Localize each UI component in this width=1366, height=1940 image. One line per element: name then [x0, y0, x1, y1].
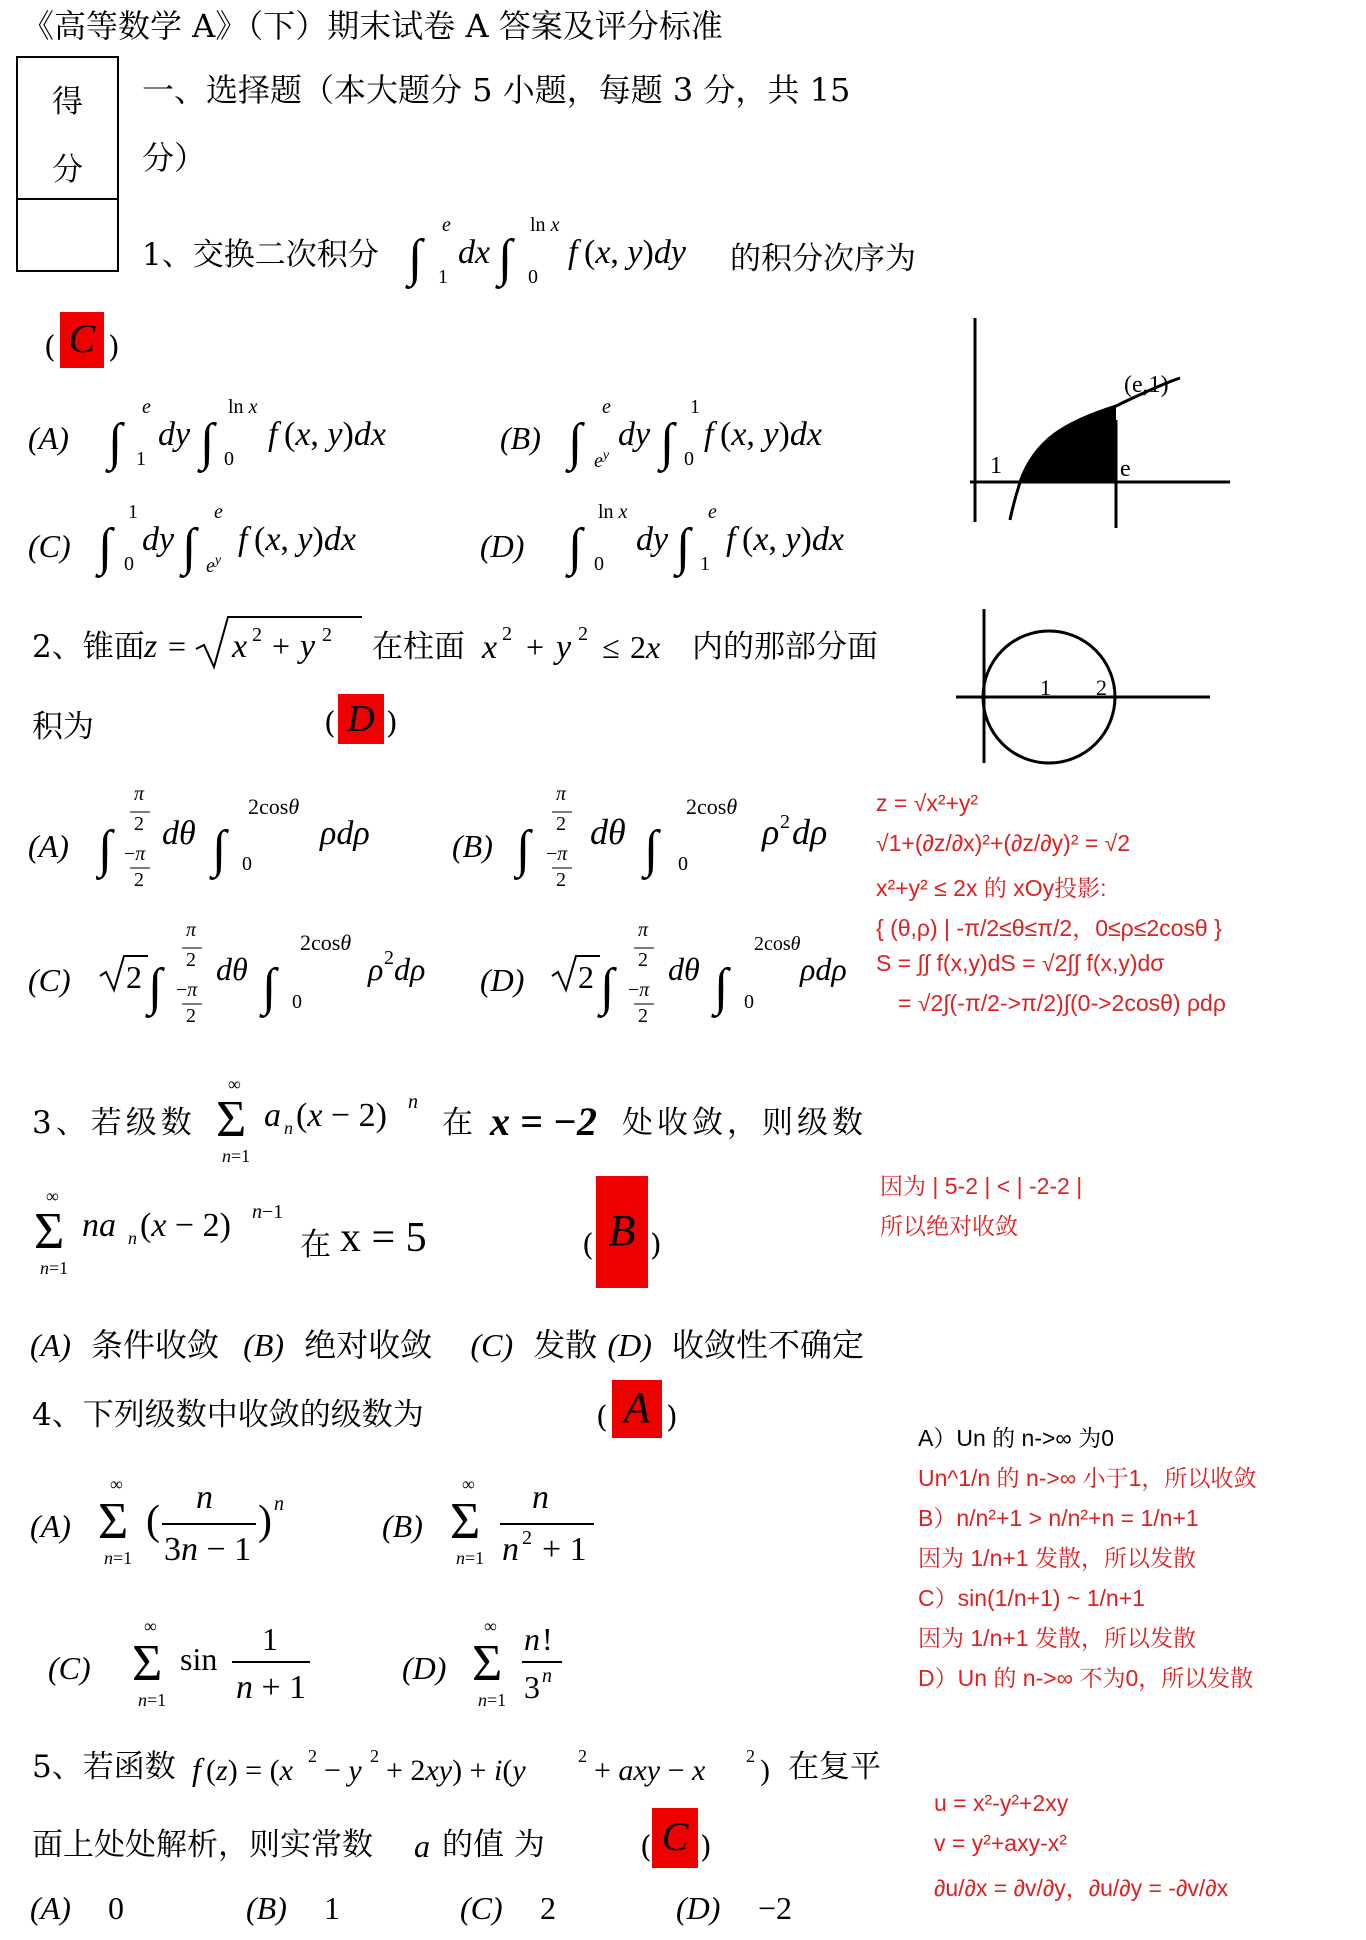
- q3-x5: x = 5: [340, 1215, 427, 1261]
- svg-text:1: 1: [438, 266, 448, 288]
- svg-text:2: 2: [186, 1005, 196, 1027]
- q3-answer-badge: B: [596, 1176, 648, 1288]
- svg-text:∞: ∞: [144, 1616, 157, 1636]
- svg-text:f: f: [568, 234, 578, 271]
- svg-text:∫: ∫: [644, 821, 659, 878]
- q2-note-2: √1+(∂z/∂x)²+(∂z/∂y)² = √2: [876, 830, 1131, 856]
- q2-option-c: [96, 918, 436, 1028]
- q2-cylinder-formula: [480, 610, 690, 670]
- q2-cone-formula: [140, 605, 365, 675]
- svg-text:∫: ∫: [212, 821, 227, 878]
- q4-answer-badge: A: [612, 1380, 662, 1438]
- svg-text:na: na: [82, 1207, 116, 1244]
- svg-text:dρ: dρ: [792, 812, 828, 852]
- integral-sign: ∫: [498, 230, 513, 287]
- q5-open-paren: (: [640, 1830, 652, 1865]
- q5-note-3: ∂u/∂x = ∂v/∂y，∂u/∂y = -∂v/∂x: [934, 1875, 1229, 1901]
- svg-text:(z) = (x: (z) = (x: [206, 1754, 293, 1787]
- q1-prefix: 1、交换二次积分: [142, 237, 379, 273]
- q4-prefix: 4、下列级数中收敛的级数为: [32, 1397, 424, 1433]
- q5-function: [190, 1740, 790, 1800]
- q5-note-2: v = y²+axy-x²: [934, 1830, 1067, 1856]
- svg-text:n=1: n=1: [138, 1690, 167, 1710]
- q2-note-1: z = √x²+y²: [876, 790, 979, 816]
- svg-text:(x, y)dx: (x, y)dx: [254, 521, 356, 558]
- q1-option-b-label: (B): [500, 420, 541, 456]
- svg-text:∞: ∞: [46, 1186, 59, 1206]
- q2-line2: 积为: [32, 709, 94, 745]
- svg-text:2: 2: [134, 869, 144, 891]
- q4-option-a: [96, 1468, 296, 1578]
- q5-line2a: 面上处处解析，则实常数: [32, 1827, 373, 1863]
- svg-text:1: 1: [128, 501, 138, 523]
- svg-text:2: 2: [186, 949, 196, 971]
- q5-option-c-label: (C): [460, 1890, 503, 1926]
- svg-text:∫: ∫: [200, 414, 215, 471]
- q3-open-paren: (: [582, 1228, 594, 1263]
- label-2: 2: [1096, 675, 1107, 700]
- svg-text:≤: ≤: [602, 629, 620, 665]
- svg-text:sin: sin: [180, 1641, 218, 1677]
- label-1: 1: [1040, 675, 1051, 700]
- svg-text:0: 0: [242, 853, 252, 875]
- q2-note-3: x²+y² ≤ 2x 的 xOy投影:: [876, 875, 1107, 901]
- svg-text:2: 2: [384, 947, 394, 969]
- svg-text:2cosθ: 2cosθ: [300, 930, 352, 955]
- svg-text:f: f: [238, 521, 248, 558]
- x1-label: 1: [990, 453, 1002, 479]
- q5-option-c-value: 2: [540, 1890, 556, 1926]
- q5-prefix: 5、若函数: [32, 1749, 176, 1785]
- svg-text:Σ: Σ: [132, 1635, 163, 1692]
- svg-text:2: 2: [502, 623, 512, 645]
- svg-text:(: (: [146, 1498, 160, 1544]
- score-label-de: 得: [52, 84, 83, 120]
- svg-text:2: 2: [746, 1746, 755, 1766]
- score-label-fen: 分: [52, 152, 83, 188]
- q4-option-c: [130, 1610, 330, 1720]
- svg-text:2: 2: [134, 813, 144, 835]
- svg-text:dy: dy: [618, 416, 651, 453]
- q2-option-d-label: (D): [480, 962, 525, 998]
- svg-text:2: 2: [556, 869, 566, 891]
- svg-text:n: n: [284, 1118, 293, 1138]
- svg-text:(x, y)dx: (x, y)dx: [284, 416, 386, 453]
- q4-note-4: 因为 1/n+1 发散，所以发散: [918, 1545, 1196, 1571]
- q4-note-5: C）sin(1/n+1) ~ 1/n+1: [918, 1585, 1145, 1611]
- svg-text:π: π: [638, 919, 649, 941]
- svg-text:π: π: [186, 919, 197, 941]
- svg-text:): ): [760, 1754, 770, 1787]
- svg-text:dθ: dθ: [590, 812, 626, 852]
- q1-option-a: [100, 385, 430, 475]
- svg-text:y: y: [300, 628, 316, 665]
- section-heading-line1: 一、选择题（本大题分 5 小题，每题 3 分，共 15: [142, 71, 851, 109]
- svg-text:∫: ∫: [98, 519, 113, 576]
- q3-suffix: 处收敛，则级数: [622, 1105, 867, 1141]
- q3-mid: 在: [442, 1105, 473, 1141]
- svg-text:∫: ∫: [182, 519, 197, 576]
- svg-text:2: 2: [126, 959, 142, 995]
- q2-mid: 在柱面: [372, 629, 465, 665]
- svg-text:∫: ∫: [262, 959, 277, 1016]
- q5-answer-badge: C: [652, 1808, 698, 1868]
- svg-text:dy: dy: [636, 521, 669, 558]
- svg-text:2: 2: [638, 1005, 648, 1027]
- svg-text:n: n: [274, 1493, 284, 1515]
- svg-text:−π: −π: [124, 843, 146, 865]
- svg-text:3: 3: [524, 1669, 540, 1705]
- q2-circle-figure: [948, 605, 1218, 765]
- q2-answer-badge: D: [338, 694, 384, 744]
- svg-text:e: e: [442, 214, 451, 236]
- svg-text:n=1: n=1: [40, 1258, 69, 1278]
- svg-text:Σ: Σ: [34, 1203, 65, 1260]
- section-heading-line2: 分）: [142, 139, 207, 177]
- svg-text:2cosθ: 2cosθ: [248, 794, 300, 819]
- q5-close-paren: ): [700, 1830, 712, 1865]
- q4-note-1: A）Un 的 n->∞ 为0: [918, 1425, 1114, 1451]
- q1-integral: [400, 205, 725, 295]
- svg-text:x: x: [482, 629, 498, 666]
- q3-series-2: [30, 1180, 300, 1280]
- svg-text:(x, y)dy: (x, y)dy: [584, 234, 686, 271]
- svg-text:1: 1: [690, 396, 700, 418]
- svg-text:2: 2: [578, 959, 594, 995]
- svg-text:0: 0: [124, 553, 134, 575]
- svg-text:∞: ∞: [462, 1474, 475, 1494]
- svg-text:Σ: Σ: [216, 1091, 247, 1148]
- svg-text:e: e: [708, 501, 717, 523]
- q3-note-2: 所以绝对收敛: [880, 1213, 1018, 1239]
- svg-text:e: e: [142, 396, 151, 418]
- svg-text:1: 1: [700, 553, 710, 575]
- svg-text:2: 2: [308, 1746, 317, 1766]
- svg-text:dρ: dρ: [394, 951, 426, 987]
- svg-text:2x: 2x: [630, 629, 661, 665]
- svg-text:∫: ∫: [148, 959, 163, 1016]
- svg-text:2cosθ: 2cosθ: [686, 794, 738, 819]
- svg-text:f: f: [704, 416, 714, 453]
- q3-option-b-label: (B): [243, 1327, 285, 1363]
- q4-option-d: [470, 1610, 590, 1720]
- svg-text:0: 0: [744, 991, 754, 1013]
- svg-text:π: π: [556, 783, 567, 805]
- svg-text:∞: ∞: [110, 1474, 123, 1494]
- svg-text:∫: ∫: [600, 959, 615, 1016]
- q2-suffix: 内的那部分面: [692, 629, 878, 665]
- svg-text:dy: dy: [142, 521, 175, 558]
- svg-text:dy: dy: [158, 416, 191, 453]
- svg-text:ey: $e^y$: [594, 448, 610, 472]
- integral-sign: ∫: [408, 230, 423, 287]
- svg-text:n + 1: n + 1: [236, 1669, 307, 1706]
- q1-option-c-label: (C): [28, 528, 71, 564]
- q4-close-paren: ): [666, 1400, 678, 1435]
- svg-text:a: a: [264, 1097, 281, 1134]
- svg-text:dθ: dθ: [668, 951, 700, 987]
- score-box: [16, 56, 119, 272]
- q3-condition: x = −2: [490, 1099, 598, 1144]
- svg-text:+ 2xy) + i(y: + 2xy) + i(y: [386, 1754, 526, 1787]
- svg-text:0: 0: [292, 991, 302, 1013]
- q5-option-d-value: −2: [758, 1890, 793, 1926]
- q5-option-b-value: 1: [324, 1890, 340, 1926]
- svg-text:ρ: ρ: [762, 812, 780, 852]
- svg-text:∫: ∫: [568, 414, 583, 471]
- svg-text:n: n: [408, 1091, 418, 1113]
- q1-option-a-label: (A): [28, 420, 69, 456]
- q5-note-1: u = x²-y²+2xy: [934, 1790, 1069, 1816]
- q1-option-b: [560, 385, 870, 475]
- xe-label: e: [1120, 456, 1131, 482]
- svg-text:0: 0: [528, 266, 538, 288]
- q2-note-5: S = ∫∫ f(x,y)dS = √2∫∫ f(x,y)dσ: [876, 950, 1165, 976]
- q1-option-d-label: (D): [480, 528, 525, 564]
- svg-text:dθ: dθ: [162, 815, 196, 852]
- q5-a-symbol: a: [414, 1828, 430, 1864]
- q3-option-c-label: (C): [470, 1327, 514, 1363]
- svg-text:x: x: [232, 628, 248, 665]
- svg-text:y: y: [556, 629, 572, 666]
- svg-text:2: 2: [578, 1746, 587, 1766]
- svg-text:2: 2: [556, 813, 566, 835]
- q3-option-b-text: 绝对收敛: [304, 1326, 433, 1364]
- svg-text:Σ: Σ: [450, 1493, 481, 1550]
- q1-open-paren: (: [44, 330, 56, 365]
- svg-text:e: e: [214, 501, 223, 523]
- q3-note-1: 因为 | 5-2 | < | -2-2 |: [880, 1173, 1083, 1199]
- q5-line2b: 的值 为: [442, 1827, 545, 1863]
- svg-text:n−1: n−1: [252, 1201, 284, 1223]
- svg-text:+ axy − x: + axy − x: [594, 1754, 706, 1787]
- page-title: 《高等数学 A》（下）期末试卷 A 答案及评分标准: [22, 7, 723, 45]
- q1-answer-badge: C: [60, 312, 104, 368]
- svg-text:∫: ∫: [676, 519, 691, 576]
- q4-note-6: 因为 1/n+1 发散，所以发散: [918, 1625, 1196, 1651]
- svg-text:n: n: [524, 1621, 540, 1657]
- svg-text:n: n: [502, 1531, 519, 1568]
- q3-series-1: [212, 1070, 437, 1170]
- svg-text:∞: ∞: [228, 1074, 241, 1094]
- svg-text:dx: dx: [458, 234, 491, 271]
- q2-option-d: [548, 918, 868, 1028]
- q2-option-b: [514, 782, 874, 892]
- svg-text:Σ: Σ: [98, 1493, 129, 1550]
- q4-note-2: Un^1/n 的 n->∞ 小于1，所以收敛: [918, 1465, 1257, 1491]
- q4-note-7: D）Un 的 n->∞ 不为0，所以发散: [918, 1665, 1254, 1691]
- svg-text:0: 0: [684, 448, 694, 470]
- q5-option-b-label: (B): [246, 1890, 287, 1926]
- svg-text:!: !: [542, 1621, 553, 1657]
- svg-text:1: 1: [136, 448, 146, 470]
- svg-text:1: 1: [262, 1621, 278, 1657]
- svg-text:−π: −π: [176, 979, 198, 1001]
- svg-text:f: f: [268, 416, 278, 453]
- svg-text:2cosθ: 2cosθ: [754, 933, 801, 955]
- q3-prefix: 3、若级数: [32, 1105, 196, 1141]
- q4-option-b: [448, 1468, 608, 1578]
- q3-option-d-label: (D): [607, 1327, 652, 1363]
- svg-text:2: 2: [638, 949, 648, 971]
- svg-text:0: 0: [224, 448, 234, 470]
- q3-at: 在: [300, 1227, 331, 1263]
- q5-suffix: 在复平: [788, 1749, 881, 1785]
- q2-option-a-label: (A): [28, 828, 69, 864]
- svg-text:e: e: [602, 396, 611, 418]
- svg-text:ρdρ: ρdρ: [800, 951, 847, 987]
- q2-open-paren: (: [324, 706, 336, 741]
- svg-text:π: π: [134, 783, 145, 805]
- svg-text:ey: $e^y$: [206, 553, 222, 577]
- svg-text:n=1: n=1: [222, 1146, 251, 1166]
- q4-option-a-label: (A): [30, 1508, 71, 1544]
- svg-text:2: 2: [522, 1527, 532, 1549]
- q4-option-c-label: (C): [48, 1650, 91, 1686]
- svg-text:(x − 2): (x − 2): [296, 1097, 387, 1134]
- svg-text:2: 2: [578, 623, 588, 645]
- q5-option-a-label: (A): [30, 1890, 71, 1926]
- q3-close-paren: ): [650, 1228, 662, 1263]
- svg-text:∫: ∫: [568, 519, 583, 576]
- svg-text:ρdρ: ρdρ: [320, 815, 370, 852]
- svg-text:Σ: Σ: [472, 1635, 503, 1692]
- q2-prefix: 2、锥面: [32, 629, 145, 665]
- svg-text:+: +: [526, 629, 545, 665]
- q3-option-d-text: 收敛性不确定: [672, 1326, 865, 1364]
- svg-text:n: n: [128, 1228, 137, 1248]
- svg-text:+ 1: + 1: [542, 1531, 587, 1568]
- svg-text:− y: − y: [324, 1754, 362, 1787]
- svg-text:−π: −π: [628, 979, 650, 1001]
- svg-text:n: n: [542, 1665, 552, 1687]
- q4-note-3: B）n/n²+1 > n/n²+n = 1/n+1: [918, 1505, 1199, 1531]
- q1-option-c: [90, 490, 410, 580]
- svg-text:∫: ∫: [98, 821, 113, 878]
- svg-text:n=1: n=1: [478, 1690, 507, 1710]
- svg-text:(x, y)dx: (x, y)dx: [720, 416, 822, 453]
- q3-options-line: [30, 1320, 864, 1366]
- svg-text:(x, y)dx: (x, y)dx: [742, 521, 844, 558]
- svg-text:−π: −π: [546, 843, 568, 865]
- svg-text:3n − 1: 3n − 1: [164, 1531, 252, 1568]
- q2-note-6: = √2∫(-π/2->π/2)∫(0->2cosθ) ρdρ: [898, 990, 1226, 1016]
- svg-text:+: +: [272, 628, 291, 664]
- svg-text:ln x: ln x: [530, 214, 560, 236]
- svg-text:): ): [258, 1498, 272, 1544]
- svg-text:n=1: n=1: [104, 1548, 133, 1568]
- svg-text:2: 2: [252, 624, 262, 646]
- q3-option-a-text: 条件收敛: [91, 1326, 220, 1364]
- q3-option-a-label: (A): [30, 1327, 71, 1363]
- svg-text:2: 2: [370, 1746, 379, 1766]
- svg-text:n=1: n=1: [456, 1548, 485, 1568]
- svg-text:2: 2: [780, 811, 790, 833]
- svg-text:ln x: ln x: [598, 501, 628, 523]
- q4-open-paren: (: [596, 1400, 608, 1435]
- svg-text:f: f: [726, 521, 736, 558]
- svg-text:=: =: [168, 628, 187, 664]
- point-label: (e,1): [1124, 372, 1169, 398]
- q1-region-figure: [940, 310, 1240, 530]
- q5-option-a-value: 0: [108, 1890, 124, 1926]
- q1-close-paren: ): [108, 330, 120, 365]
- svg-text:0: 0: [678, 853, 688, 875]
- svg-text:(x − 2): (x − 2): [140, 1207, 231, 1244]
- svg-text:∫: ∫: [660, 414, 675, 471]
- svg-text:dθ: dθ: [216, 951, 248, 987]
- q2-option-b-label: (B): [452, 828, 493, 864]
- q2-option-a: [96, 782, 396, 892]
- q4-option-b-label: (B): [382, 1508, 423, 1544]
- score-box-header: [18, 58, 117, 200]
- q1-option-d: [560, 490, 880, 580]
- q5-option-d-label: (D): [676, 1890, 721, 1926]
- q1-suffix: 的积分次序为: [730, 241, 916, 277]
- svg-text:0: 0: [594, 553, 604, 575]
- shaded-region: [1020, 406, 1116, 482]
- svg-text:∫: ∫: [108, 414, 123, 471]
- svg-text:2: 2: [322, 624, 332, 646]
- q2-option-c-label: (C): [28, 962, 71, 998]
- svg-text:ρ: ρ: [368, 951, 384, 987]
- svg-text:∞: ∞: [484, 1616, 497, 1636]
- svg-text:f: f: [192, 1751, 201, 1787]
- q2-note-4: { (θ,ρ) | -π/2≤θ≤π/2，0≤ρ≤2cosθ }: [876, 915, 1222, 941]
- svg-text:∫: ∫: [714, 959, 729, 1016]
- q2-close-paren: ): [386, 706, 398, 741]
- q3-option-c-text: 发散: [533, 1326, 598, 1364]
- svg-text:n: n: [532, 1479, 549, 1516]
- svg-text:n: n: [196, 1479, 213, 1516]
- q4-option-d-label: (D): [402, 1650, 447, 1686]
- svg-text:z: z: [144, 628, 158, 665]
- svg-text:∫: ∫: [516, 821, 531, 878]
- svg-text:ln x: ln x: [228, 396, 258, 418]
